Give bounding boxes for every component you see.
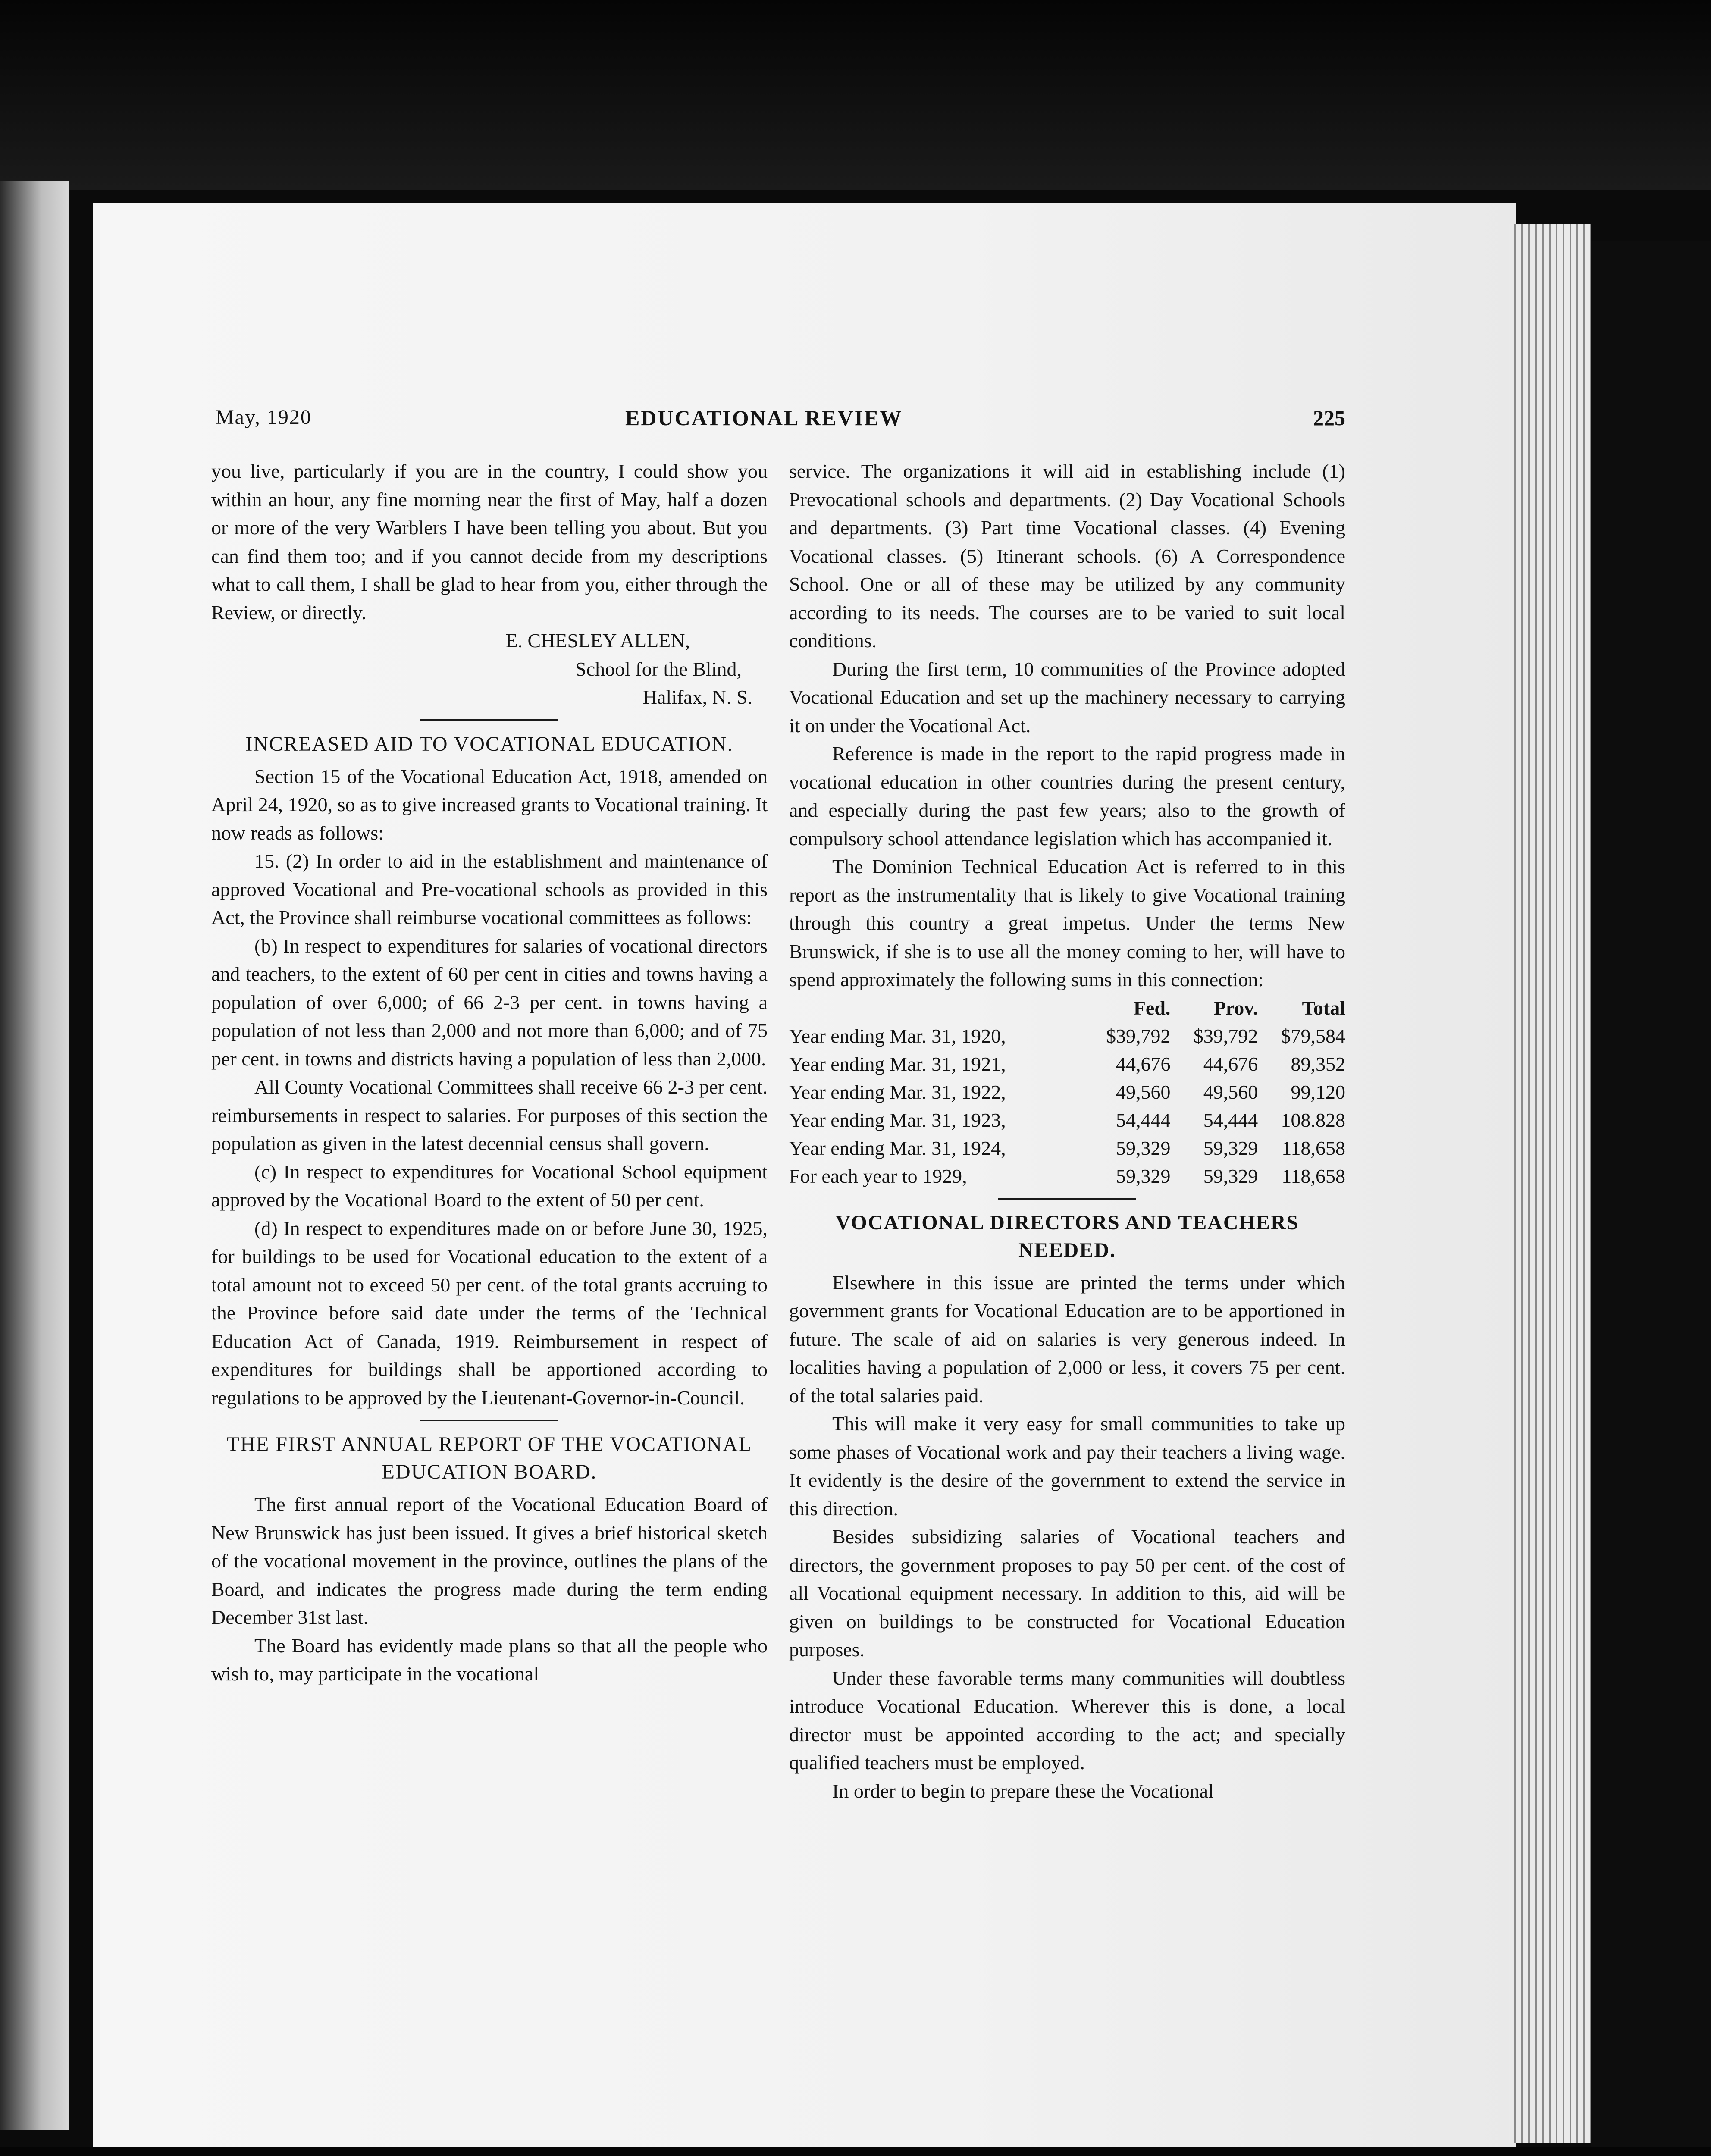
paragraph: This will make it very easy for small communities to take up some phases of Vocational work and pay their teachers a living wage. It evidently is the desire of the government to extend the service in this direction. (789, 1413, 1345, 1520)
author-name: E. CHESLEY ALLEN, (505, 630, 690, 652)
cell-total: $79,584 (1281, 1025, 1345, 1047)
paragraph: The first annual report of the Vocational Education Board of New Brunswick has just been issued. It gives a brief historical sketch of the vocational movement in the province, outlines the plans of the Board, and indicates the progress made during the term ending December 31st last. (211, 1493, 768, 1628)
table-header-fed: Fed. (1133, 997, 1171, 1019)
grants-table (789, 994, 1345, 1190)
left-column (211, 457, 768, 1688)
cell-fed: 54,444 (1116, 1109, 1171, 1131)
table-header-total: Total (1302, 997, 1345, 1019)
paragraph: During the first term, 10 communities of the Province adopted Vocational Education and set up the machinery necessary to carrying it on under the Vocational Act. (789, 658, 1345, 736)
table-row (789, 1134, 1345, 1162)
cell-prov: 49,560 (1203, 1081, 1258, 1103)
paragraph: (c) In respect to expenditures for Vocational School equipment approved by the Vocational Board to the extent of 50 per cent. (211, 1160, 768, 1211)
left-page-edge (0, 181, 69, 2130)
cell-total: 89,352 (1291, 1053, 1345, 1075)
scan-top-shadow (0, 0, 1711, 190)
page-number: 225 (1313, 406, 1345, 430)
cell-total: 118,658 (1282, 1137, 1345, 1159)
paragraph: (b) In respect to expenditures for salaries of vocational directors and teachers, to the extent of 60 per cent in cities and towns having a population of over 6,000; of 66 2-3 per cent. in towns having a population of not less than 2,000 and not more than 6,000; and of 75 per cent. in towns and districts having a population of less than 2,000. (211, 934, 768, 1070)
table-header-row (789, 994, 1345, 1022)
header-date: May, 1920 (216, 406, 312, 429)
cell-prov: $39,792 (1193, 1025, 1258, 1047)
paragraph: Section 15 of the Vocational Education Act, 1918, amended on April 24, 1920, so as to give increased grants to Vocational training. It now reads as follows: (211, 765, 768, 844)
cell-total: 99,120 (1291, 1081, 1345, 1103)
cell-prov: 54,444 (1203, 1109, 1258, 1131)
paragraph: In order to begin to prepare these the Vocational (832, 1780, 1214, 1802)
cell-fed: 44,676 (1116, 1053, 1171, 1075)
paragraph: Under these favorable terms many communities will doubtless introduce Vocational Education. Wherever this is done, a local director must be appointed according to the act; and specially qualified teachers must be employed. (789, 1667, 1345, 1774)
right-page-edges (1509, 224, 1591, 2143)
table-row (789, 1162, 1345, 1190)
table-header-prov: Prov. (1213, 997, 1258, 1019)
author-institution: School for the Blind, (575, 658, 742, 680)
continued-paragraph: you live, particularly if you are in the country, I could show you within an hour, any fine morning near the first of May, half a dozen or more of the very Warblers I have been telling you about. But you can find them too; and if you cannot decide from my descriptions what to call them, I shall be glad to hear from you, either through the Review, or directly. (211, 460, 768, 624)
table-row (789, 1106, 1345, 1134)
cell-total: 118,658 (1282, 1165, 1345, 1187)
cell-fed: 59,329 (1116, 1137, 1171, 1159)
paragraph: Reference is made in the report to the rapid progress made in vocational education in other countries during the present century, and especially during the past few years; also to the growth of compulsory school attendance legislation which has accompanied it. (789, 743, 1345, 849)
paragraph: 15. (2) In order to aid in the establishment and maintenance of approved Vocational and Pre-vocational schools as provided in this Act, the Province shall reimburse vocational committees as follows: (211, 850, 768, 928)
row-label: Year ending Mar. 31, 1922, (789, 1081, 1006, 1103)
paragraph: (d) In respect to expenditures made on or before June 30, 1925, for buildings to be used for Vocational education to the extent of a total amount not to exceed 50 per cent. of the total grants accruing to the Province before said date under the terms of the Technical Education Act of Canada, 1919. Reimbursement in respect of expenditures for buildings shall be apportioned according to regulations to be approved by the Lieutenant-Governor-in-Council. (211, 1217, 768, 1409)
table-row (789, 1022, 1345, 1050)
cell-prov: 59,329 (1203, 1137, 1258, 1159)
cell-total: 108.828 (1281, 1109, 1345, 1131)
cell-prov: 59,329 (1203, 1165, 1258, 1187)
paragraph: Elsewhere in this issue are printed the terms under which government grants for Vocational Education are to be apportioned in future. The scale of aid on salaries is very generous indeed. In localities having a population of 2,000 or less, it covers 75 per cent. of the total salaries paid. (789, 1271, 1345, 1407)
row-label: Year ending Mar. 31, 1920, (789, 1025, 1006, 1047)
article-heading: VOCATIONAL DIRECTORS AND TEACHERS NEEDED. (835, 1211, 1299, 1262)
paragraph: The Board has evidently made plans so that all the people who wish to, may participate in the vocational (211, 1634, 768, 1685)
cell-fed: $39,792 (1106, 1025, 1171, 1047)
running-header (216, 405, 1345, 436)
cell-fed: 49,560 (1116, 1081, 1171, 1103)
paragraph: Besides subsidizing salaries of Vocational teachers and directors, the government proposes to pay 50 per cent. of the cost of all Vocational equipment necessary. In addition to this, aid will be given on buildings to be constructed for Vocational Education purposes. (789, 1526, 1345, 1661)
author-place: Halifax, N. S. (642, 686, 752, 708)
journal-title: EDUCATIONAL REVIEW (625, 406, 903, 430)
section-divider (420, 1420, 558, 1421)
row-label: Year ending Mar. 31, 1924, (789, 1137, 1006, 1159)
paragraph: service. The organizations it will aid in establishing include (1) Prevocational schools and departments. (2) Day Vocational Schools and departments. (3) Part time Vocational classes. (4) Evening Vocational classes. (5) Itinerant schools. (6) A Correspondence School. One or all of these may be utilized by any community according to its needs. The courses are to be varied to suit local conditions. (789, 460, 1345, 652)
table-row (789, 1078, 1345, 1106)
section-divider (420, 719, 558, 721)
article-heading: INCREASED AID TO VOCATIONAL EDUCATION. (245, 732, 733, 755)
row-label: Year ending Mar. 31, 1921, (789, 1053, 1006, 1075)
paragraph: All County Vocational Committees shall receive 66 2-3 per cent. reimbursements in respect to salaries. For purposes of this section the population as given in the latest decennial census shall govern. (211, 1076, 768, 1154)
cell-prov: 44,676 (1203, 1053, 1258, 1075)
cell-fed: 59,329 (1116, 1165, 1171, 1187)
section-divider (998, 1198, 1136, 1200)
scan-bottom-background (0, 2147, 1711, 2156)
right-column (789, 457, 1345, 1805)
row-label: For each year to 1929, (789, 1165, 967, 1187)
scan-right-background (1591, 241, 1711, 2147)
row-label: Year ending Mar. 31, 1923, (789, 1109, 1006, 1131)
paragraph: The Dominion Technical Education Act is referred to in this report as the instrumentality that is likely to give Vocational training through this country a great impetus. Under the terms New Brunswick, if she is to use all the money coming to her, will have to spend approximately the following sums in this connection: (789, 856, 1345, 990)
article-heading: THE FIRST ANNUAL REPORT OF THE VOCATIONAL EDUCATION BOARD. (227, 1433, 752, 1483)
table-row (789, 1050, 1345, 1078)
